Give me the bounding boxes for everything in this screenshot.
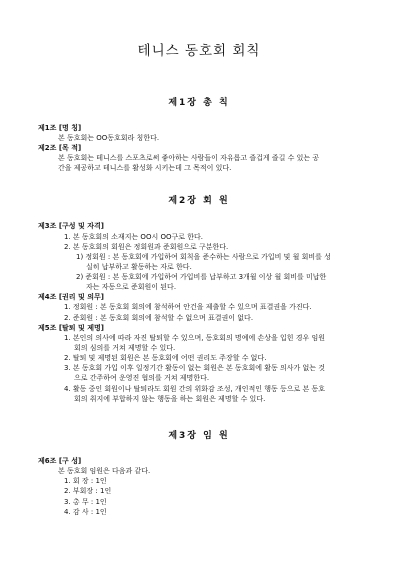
article bbox=[38, 123, 360, 143]
document-title: 테니스 동호회 회칙 bbox=[137, 43, 261, 59]
sub-item-continued: 자는 자동으로 준회원이 된다. bbox=[86, 283, 177, 292]
article bbox=[38, 456, 360, 517]
chapter-heading: 제2장 회 원 bbox=[168, 196, 230, 207]
list-item: 2. 부회장 : 1인 bbox=[64, 487, 112, 496]
article-text: 본 동호회 임원은 다음과 같다. bbox=[58, 467, 151, 476]
list-item: 1. 회 장 : 1인 bbox=[64, 477, 107, 486]
article-heading: 제5조 [탈퇴 및 제명] bbox=[38, 323, 104, 332]
chapter-heading: 제3장 임 원 bbox=[168, 430, 230, 441]
list-item: 2. 본 동호회의 회원은 정회원과 준회원으로 구분한다. bbox=[64, 242, 229, 251]
list-item: 4. 감 사 : 1인 bbox=[64, 507, 107, 516]
list-item-continued: 으로 간주하여 운영진 협의를 거쳐 제명한다. bbox=[74, 374, 210, 383]
article-heading: 제1조 [명 칭] bbox=[38, 123, 82, 132]
article bbox=[38, 143, 360, 173]
article-heading: 제2조 [목 적] bbox=[38, 143, 82, 152]
list-item: 4. 활동 중인 회원이나 탈퇴라도 회원 간의 위화감 조성, 개인적인 행동 등으로 본 동호 bbox=[64, 384, 325, 393]
list-item: 1. 본인의 의사에 따라 자진 탈퇴할 수 있으며, 동호회의 명예에 손상을 입힌 경우 임원 bbox=[64, 333, 325, 342]
article-text: 간을 제공하고 테니스를 활성화 시키는데 그 목적이 있다. bbox=[58, 164, 232, 173]
article-text: 본 동호회는 OO동호회라 칭한다. bbox=[58, 133, 160, 142]
article bbox=[38, 221, 360, 292]
article bbox=[38, 323, 360, 404]
list-item: 3. 본 동호회 가입 이후 일정기간 활동이 없는 회원은 본 동호회에 활동 의사가 없는 것 bbox=[64, 364, 325, 373]
list-item-continued: 회의 취지에 부합하지 않는 행동을 하는 회원은 제명할 수 있다. bbox=[74, 394, 266, 403]
article bbox=[38, 292, 360, 322]
list-item: 3. 총 무 : 1인 bbox=[64, 497, 107, 506]
article-heading: 제4조 [권리 및 의무] bbox=[38, 293, 104, 302]
list-item-continued: 회의 심의를 거쳐 제명할 수 있다. bbox=[74, 344, 176, 353]
sub-item: 1) 정회원 : 본 동호회에 가입하여 회칙을 준수하는 사람으로 가입비 및 월 회비를 성 bbox=[76, 252, 331, 261]
list-item: 2. 준회원 : 본 동호회 회의에 참석할 수 없으며 표결권이 없다. bbox=[64, 313, 254, 322]
chapter-heading: 제1장 총 칙 bbox=[168, 97, 230, 108]
sub-item-continued: 실히 납부하고 활동하는 자로 한다. bbox=[86, 262, 192, 271]
list-item: 2. 탈퇴 및 제명된 회원은 본 동호회에 어떤 권리도 주장할 수 없다. bbox=[64, 354, 267, 363]
article-text: 본 동호회는 테니스를 스포츠로써 좋아하는 사람들이 자유롭고 즐겁게 즐길 수 있는 공 bbox=[58, 154, 320, 163]
article-heading: 제6조 [구 성] bbox=[38, 456, 82, 465]
sub-item: 2) 준회원 : 본 동호회에 가입하여 가입비를 납부하고 3개월 이상 월 회비를 미납한 bbox=[76, 273, 327, 282]
list-item: 1. 정회원 : 본 동호회 회의에 참석하여 안건을 제출할 수 있으며 표결권을 가진다. bbox=[64, 303, 312, 312]
list-item: 1. 본 동호회의 소재지는 OO시 OO구로 한다. bbox=[64, 232, 203, 241]
article-heading: 제3조 [구성 및 자격] bbox=[38, 222, 104, 231]
